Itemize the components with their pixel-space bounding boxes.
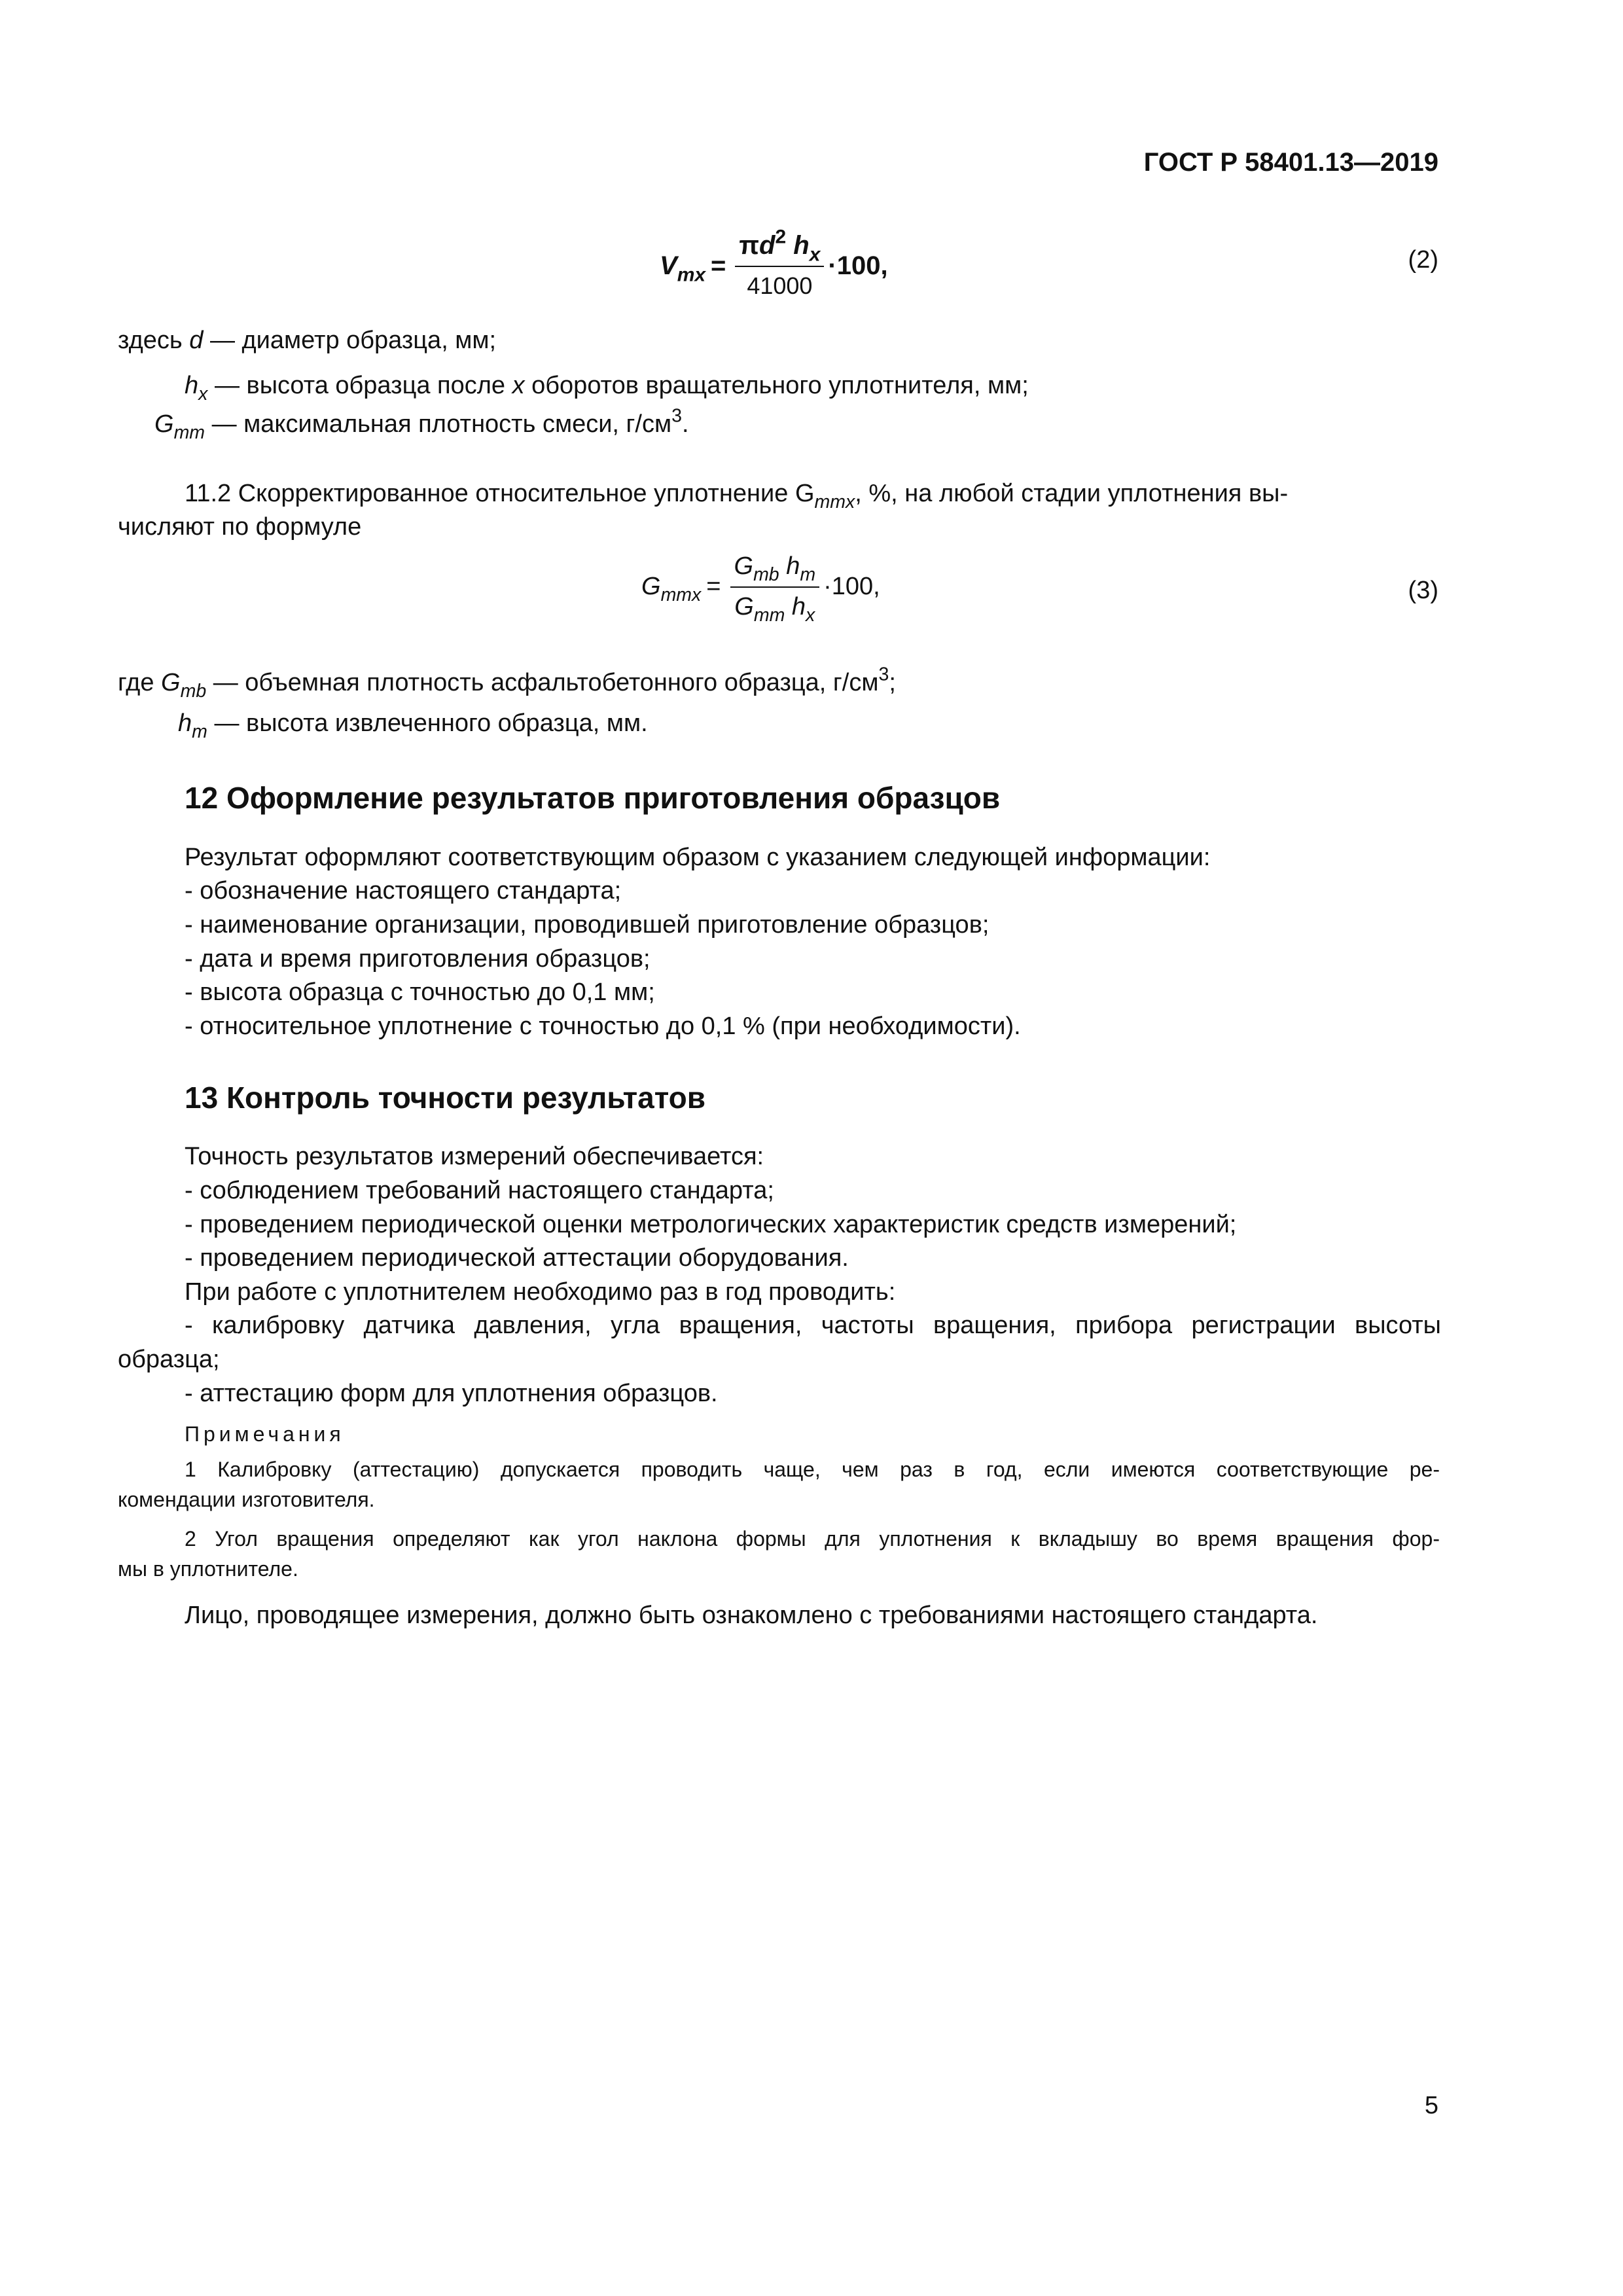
note-1-line1: 1 Калибровку (аттестацию) допускается проводить чаще, чем раз в год, если имеются соответствующие ре- <box>185 1458 1440 1481</box>
page-number: 5 <box>1424 2092 1438 2119</box>
section-12-title: 12 Оформление результатов приготовления образцов <box>185 781 1001 815</box>
note-1-line2: комендации изготовителя. <box>118 1488 375 1511</box>
final-paragraph: Лицо, проводящее измерения, должно быть ознакомлено с требованиями настоящего стандарта. <box>185 1602 1318 1629</box>
section-13-item-5: - аттестацию форм для уплотнения образцов. <box>185 1380 718 1407</box>
formula-3: $G_{mmx}$ = $\frac{G_{mb} h_m}{G_{mm} h_x}$ ·100, <box>641 550 880 623</box>
formula2-lhs-var: V <box>660 251 677 280</box>
section-13-item-4-line1: - калибровку датчика давления, угла вращения, частоты вращения, прибора регистрации высоты <box>185 1312 1441 1339</box>
formula-2-number: (2) <box>1408 246 1438 274</box>
section-13-title: 13 Контроль точности результатов <box>185 1081 706 1115</box>
section-13-item-2: - проведением периодической оценки метрологических характеристик средств измерений; <box>185 1211 1237 1238</box>
section-13-item-4-line2: образца; <box>118 1346 220 1373</box>
formula2-fraction: $\frac{\pi d^2 h_x}{41000}$ <box>735 229 824 302</box>
section-12-item-3: - дата и время приготовления образцов; <box>185 945 651 973</box>
section-13-item-3: - проведением периодической аттестации оборудования. <box>185 1244 849 1272</box>
formula-2: $V_{mx}$ = $\frac{\pi d^2 h_x}{41000}$ ·100, <box>660 229 888 302</box>
paragraph-11-2-line1: 11.2 Скорректированное относительное уплотнение $G_{mmx}$, %, на любой стадии уплотнения вы- <box>185 480 1289 512</box>
formula3-fraction: $\frac{G_{mb} h_m}{G_{mm} h_x}$ <box>730 550 820 623</box>
where2-line2: $h_m$ — высота извлеченного образца, мм. <box>178 709 648 742</box>
section-13-paragraph-2: При работе с уплотнителем необходимо раз в год проводить: <box>185 1278 896 1306</box>
paragraph-11-2-line2: числяют по формуле <box>118 513 362 541</box>
where1-line2: $h_x$ — высота образца после x оборотов вращательного уплотнителя, мм; <box>185 372 1029 404</box>
section-12-item-5: - относительное уплотнение с точностью до 0,1 % (при необходимости). <box>185 1013 1021 1040</box>
section-13-item-1: - соблюдением требований настоящего стандарта; <box>185 1177 774 1204</box>
section-12-item-1: - обозначение настоящего стандарта; <box>185 877 622 905</box>
formula-3-number: (3) <box>1408 577 1438 604</box>
where1-line1: здесь d — диаметр образца, мм; <box>118 327 497 354</box>
note-2-line1: 2 Угол вращения определяют как угол наклона формы для уплотнения к вкладышу во время вращения фор- <box>185 1527 1440 1551</box>
document-header: ГОСТ Р 58401.13—2019 <box>1143 148 1438 177</box>
where1-line3: $G_{mm}$ — максимальная плотность смеси, $г/см^3$. <box>154 405 689 443</box>
section-12-item-2: - наименование организации, проводившей приготовление образцов; <box>185 911 990 939</box>
note-2-line2: мы в уплотнителе. <box>118 1557 298 1581</box>
notes-title: Примечания <box>185 1422 345 1446</box>
where2-line1: где $G_{mb}$ — объемная плотность асфальтобетонного образца, $г/см^3$; <box>118 664 896 702</box>
section-13-intro: Точность результатов измерений обеспечивается: <box>185 1143 764 1170</box>
section-12-item-4: - высота образца с точностью до 0,1 мм; <box>185 978 655 1006</box>
section-12-intro: Результат оформляют соответствующим образом с указанием следующей информации: <box>185 844 1211 871</box>
